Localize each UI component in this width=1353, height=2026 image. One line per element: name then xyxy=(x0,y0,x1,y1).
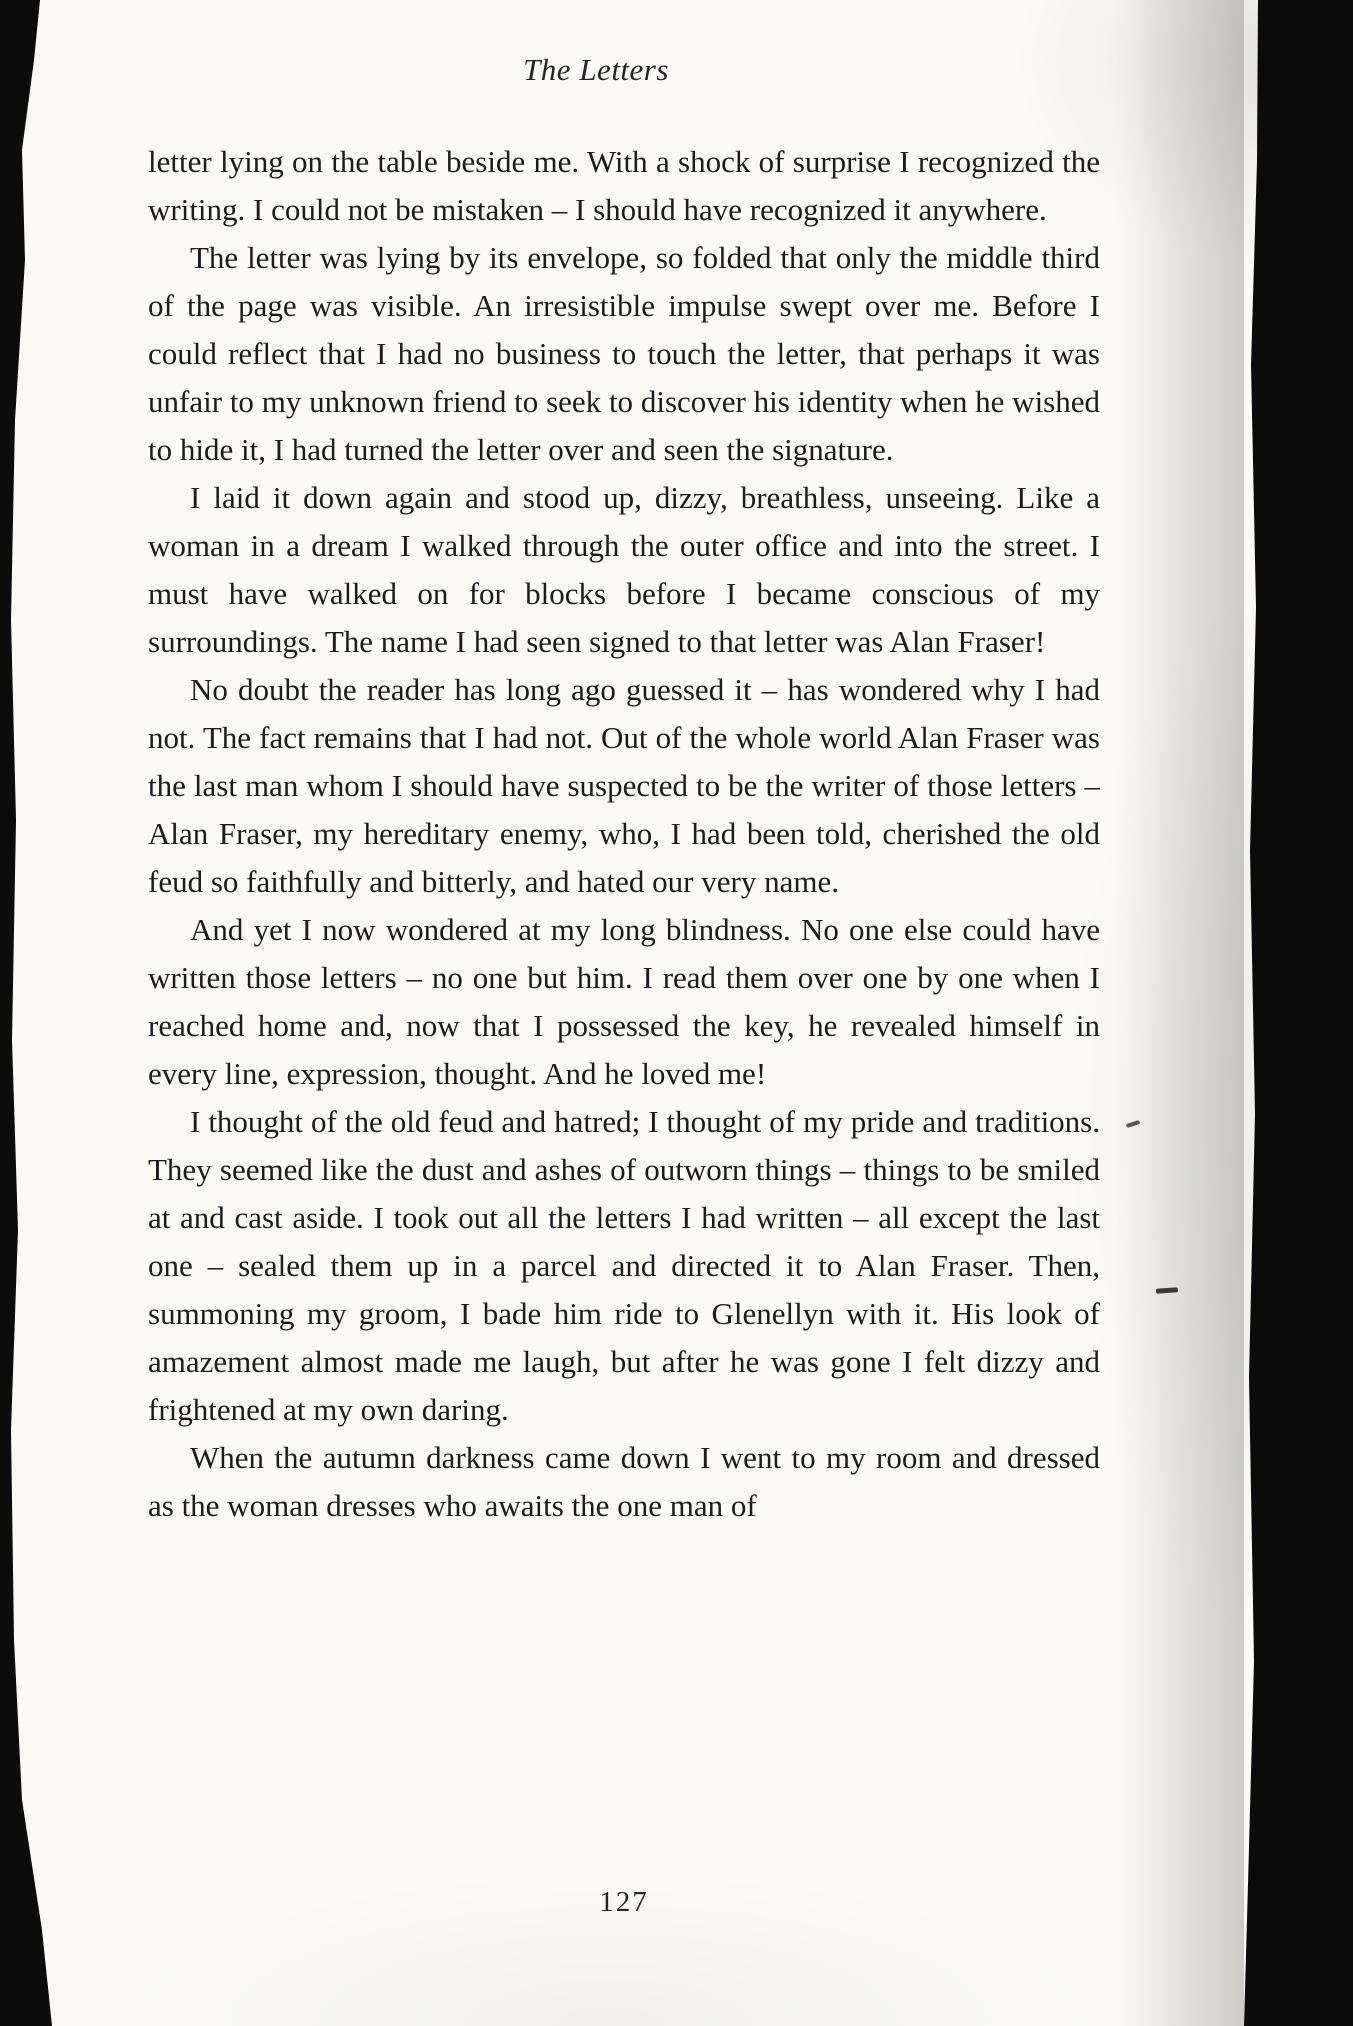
paragraph: letter lying on the table beside me. With a shock of surprise I recognized the writing. I could not be mistaken – I should have recognized it anywhere. xyxy=(148,144,1100,227)
paragraph: No doubt the reader has long ago guessed it – has wondered why I had not. The fact remains that I had not. Out of the whole world Alan Fraser was the last man whom I should have suspected to be the writer of those letters – Alan Fraser, my hereditary enemy, who, I had been told, cherished the old feud so faithfully and bitterly, and hated our very name. xyxy=(148,672,1100,899)
paragraph: I thought of the old feud and hatred; I thought of my pride and traditions. They seemed like the dust and ashes of outworn things – things to be smiled at and cast aside. I took out all the letters I had written – all except the last one – sealed them up in a parcel and directed it to Alan Fraser. Then, summoning my groom, I bade him ride to Glenellyn with it. His look of amazement almost made me laugh, but after he was gone I felt dizzy and frightened at my own daring. xyxy=(148,1104,1100,1427)
scan-speck xyxy=(1156,1287,1178,1294)
running-header: The Letters xyxy=(523,52,669,87)
scan-speck xyxy=(1126,1120,1141,1128)
paragraph: And yet I now wondered at my long blindness. No one else could have written those letters – no one but him. I read them over one by one when I reached home and, now that I possessed the key, he revealed himself in every line, expression, thought. And he loved me! xyxy=(148,912,1100,1091)
page-number: 127 xyxy=(599,1886,649,1918)
scan-edge-left xyxy=(0,0,60,2026)
paragraph: The letter was lying by its envelope, so folded that only the middle third of the page was visible. An irresistible impulse swept over me. Before I could reflect that I had no business to touch the letter, that perhaps it was unfair to my unknown friend to seek to discover his identity when he wished to hide it, I had turned the letter over and seen the signature. xyxy=(148,240,1100,467)
page-text-block xyxy=(148,138,1100,1530)
paragraph: I laid it down again and stood up, dizzy, breathless, unseeing. Like a woman in a dream I walked through the outer office and into the street. I must have walked on for blocks before I became conscious of my surroundings. The name I had seen signed to that letter was Alan Fraser! xyxy=(148,480,1100,659)
scan-gutter-shadow xyxy=(1116,0,1244,2026)
paragraph: When the autumn darkness came down I went to my room and dressed as the woman dresses who awaits the one man of xyxy=(148,1440,1100,1523)
scan-edge-right xyxy=(1244,0,1353,2026)
